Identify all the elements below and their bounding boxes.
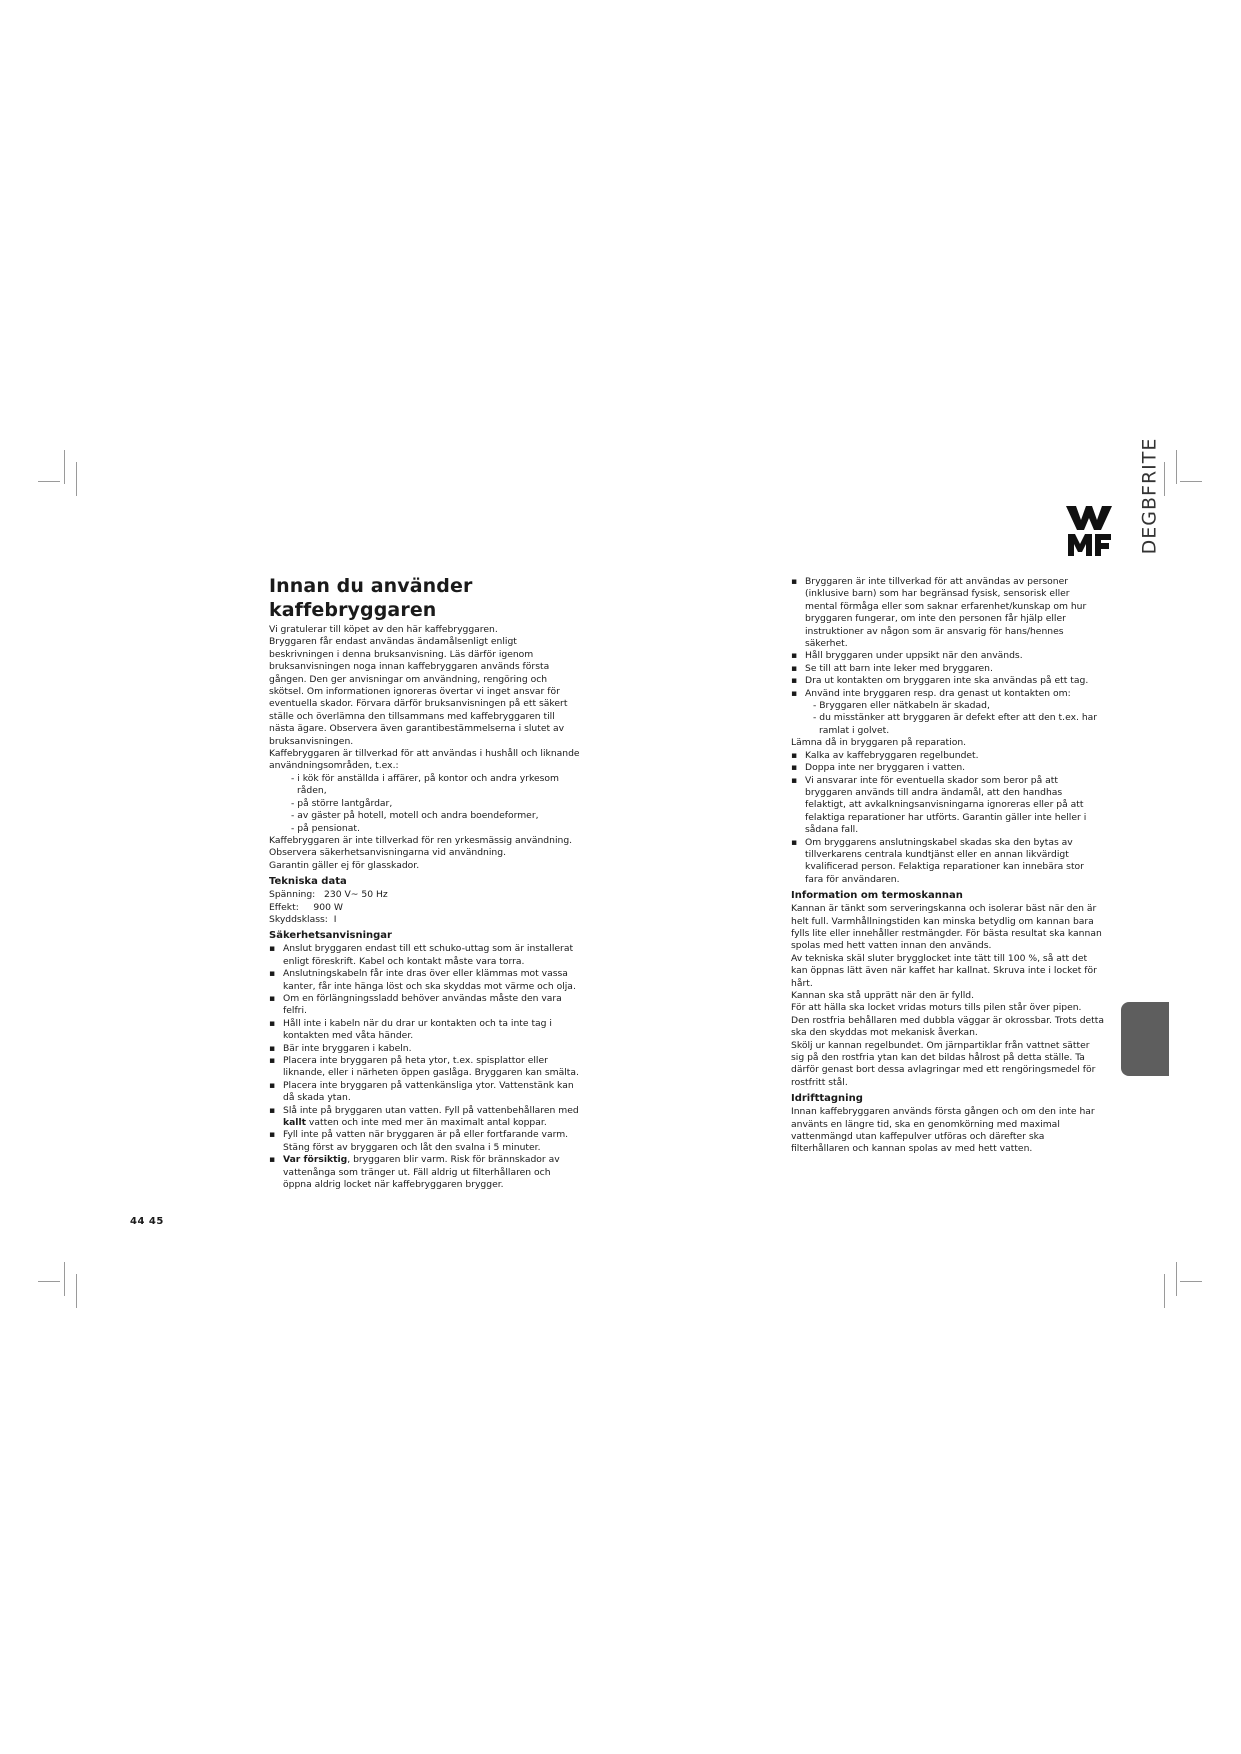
outro-line: Observera säkerhetsanvisningarna vid användning. (269, 847, 506, 859)
thermo-paragraph: För att hälla ska locket vridas moturs tills pilen står över pipen. (791, 1002, 1082, 1014)
outro-line: Garantin gäller ej för glasskador. (269, 859, 420, 871)
safety-item: ▪ Om en förlängningssladd behöver användas måste den vara felfri. (269, 993, 581, 1018)
safety-text: , bryggaren blir varm. Risk för brännskador av vattenånga som tränger ut. Fäll aldrig ut filterhållaren och öppna aldrig locket när kaffebryggaren brygger. (283, 1154, 560, 1191)
crop-mark (1180, 1281, 1202, 1282)
safety-item: ▪ Bär inte bryggaren i kabeln. (269, 1043, 581, 1055)
use-item: - av gäster på hotell, motell och andra boendeformer, (291, 810, 539, 822)
wmf-logo (1066, 504, 1112, 556)
section-thumb-tab (1121, 1002, 1169, 1076)
thermo-heading: Information om termoskannan (791, 890, 963, 902)
crop-mark (1180, 481, 1202, 482)
thermo-paragraph: Den rostfria behållaren med dubbla väggar är okrossbar. Trots detta ska den skyddas mot mekanisk åverkan. (791, 1014, 1105, 1039)
tech-heading: Tekniska data (269, 876, 347, 888)
crop-mark (38, 1281, 60, 1282)
start-heading: Idrifttagning (791, 1093, 863, 1105)
safety-item: ▪ Om bryggarens anslutningskabel skadas ska den bytas av tillverkarens centrala kundtjänst eller en annan likvärdigt kvalificerad person. Felaktiga reparationer kan innebära stor fara för användaren. (791, 837, 1104, 887)
safety-item: ▪ Anslutningskabeln får inte dras över eller klämmas mot vassa kanter, får inte hänga löst och ska skyddas mot värme och olja. (269, 968, 581, 993)
safety-heading: Säkerhetsanvisningar (269, 930, 392, 942)
safety-item: ▪ Vi ansvarar inte för eventuella skador som beror på att bryggaren används till andra ändamål, att den handhas felaktigt, att avkalkningsanvisningarna ignoreras eller på att felaktiga reparationer har utförts. Garantin gäller inte heller i sådana fall. (791, 775, 1104, 837)
left-column (269, 574, 581, 1191)
emphasis-careful: Var försiktig (283, 1154, 348, 1166)
page-numbers: 44 45 (130, 1216, 164, 1227)
safety-item-careful (269, 1154, 581, 1191)
emphasis-cold: kallt (283, 1117, 307, 1129)
safety-item: ▪ Håll inte i kabeln när du drar ur kontakten och ta inte tag i kontakten med våta händer. (269, 1018, 581, 1043)
intro-paragraph: Bryggaren får endast användas ändamålsenligt enligt beskrivningen i denna bruksanvisning. Läs därför igenom bruksanvisningen noga innan kaffebryggaren används första gången. Den ger anvisningar om användning, rengöring och skötsel. Om informationen ignoreras övertar vi inget ansvar för eventuella skador. Förvara därför bruksanvisningen på ett säkert ställe och överlämna den tillsammans med kaffebryggaren till nästa ägare. Observera även garantibestämmelserna i slutet av bruksanvisningen. (269, 636, 568, 747)
repair-note: Lämna då in bryggaren på reparation. (791, 737, 967, 749)
tech-line: Skyddsklass: I (269, 913, 337, 925)
safety-item-water (269, 1105, 581, 1130)
safety-item: ▪ Placera inte bryggaren på vattenkänsliga ytor. Vattenstänk kan då skada ytan. (269, 1080, 581, 1105)
safety-item: ▪ Placera inte bryggaren på heta ytor, t.ex. spisplattor eller liknande, eller i närheten öppen gaslåga. Bryggaren kan smälta. (269, 1055, 581, 1080)
safety-item: ▪ Kalka av kaffebryggaren regelbundet. (791, 750, 1104, 762)
crop-mark (1164, 1274, 1165, 1308)
safety-text: vatten och inte med mer än maximalt antal koppar. (306, 1117, 547, 1129)
safety-item: ▪ Doppa inte ner bryggaren i vatten. (791, 762, 1104, 774)
language-tab (1137, 437, 1161, 555)
condition-item: - du misstänker att bryggaren är defekt efter att den t.ex. har ramlat i golvet. (813, 712, 1098, 736)
crop-mark (76, 462, 77, 496)
use-item: - på större lantgårdar, (291, 797, 393, 809)
thermo-paragraph: Skölj ur kannan regelbundet. Om järnpartiklar från vattnet sätter sig på den rostfria ytan kan det bildas hålrost på detta ställe. Ta därför genast bort dessa avlagringar med ett rengöringsmedel för rostfritt stål. (791, 1039, 1096, 1088)
crop-mark (1164, 462, 1165, 496)
crop-mark (64, 1262, 65, 1296)
crop-mark (1176, 450, 1177, 484)
outro-line: Kaffebryggaren är inte tillverkad för ren yrkesmässig användning. (269, 834, 573, 846)
crop-mark (76, 1274, 77, 1308)
right-column (791, 576, 1104, 1156)
safety-item: ▪ Dra ut kontakten om bryggaren inte ska användas på ett tag. (791, 675, 1104, 687)
safety-item: ▪ Använd inte bryggaren resp. dra genast ut kontakten om: (791, 688, 1104, 700)
use-item: - på pensionat. (291, 822, 360, 834)
intro-paragraph: Kaffebryggaren är tillverkad för att användas i hushåll och liknande användningsområden, t.ex.: (269, 748, 580, 772)
crop-mark (64, 450, 65, 484)
safety-item: ▪ Fyll inte på vatten när bryggaren är på eller fortfarande varm. Stäng först av bryggaren och låt den svalna i 5 minuter. (269, 1129, 581, 1154)
tech-line: Spänning: 230 V~ 50 Hz (269, 889, 388, 901)
use-item: - i kök för anställda i affärer, på kontor och andra yrkesom råden, (291, 772, 559, 797)
thermo-paragraph: Kannan ska stå upprätt när den är fylld. (791, 990, 975, 1001)
tech-line: Effekt: 900 W (269, 901, 343, 913)
safety-item: ▪ Håll bryggaren under uppsikt när den används. (791, 650, 1104, 662)
safety-item: ▪ Bryggaren är inte tillverkad för att användas av personer (inklusive barn) som har begränsad fysisk, sensorisk eller mental förmåga eller som saknar erfarenhet/kunskap om hur bryggaren fungerar, om inte den personen får hjälp eller instruktioner av någon som är ansvarig för hans/hennes säkerhet. (791, 576, 1104, 650)
crop-mark (1176, 1262, 1177, 1296)
start-paragraph: Innan kaffebryggaren används första gången och om den inte har använts en längre tid, ska en genomkörning med maximal vattenmängd utan kaffepulver utföras och därefter ska filterhållaren och kannan spolas av med hett vatten. (791, 1106, 1095, 1155)
page-title: Innan du använder kaffebryggaren (269, 575, 473, 621)
safety-item: ▪ Anslut bryggaren endast till ett schuko-uttag som är installerat enligt föreskrift. Kabel och kontakt måste vara torra. (269, 943, 581, 968)
thermo-paragraph: Av tekniska skäl sluter brygglocket inte tätt till 100 %, så att det kan öppnas lätt även när kaffet har kallnat. Skruva inte i locket för hårt. (791, 952, 1097, 989)
crop-mark (38, 481, 60, 482)
safety-item: ▪ Se till att barn inte leker med bryggaren. (791, 663, 1104, 675)
safety-text: Slå inte på bryggaren utan vatten. Fyll på vattenbehållaren med (283, 1104, 579, 1116)
language-codes: DEGBFRITE (1138, 437, 1160, 555)
thermo-paragraph: Kannan är tänkt som serveringskanna och isolerar bäst när den är helt full. Varmhållningstiden kan minska betydlig om kannan bara fylls lite eller innehåller restmängder. För bästa resultat ska kannan spolas med hett vatten innan den används. (791, 903, 1102, 952)
condition-item: - Bryggaren eller nätkabeln är skadad, (813, 700, 990, 712)
intro-paragraph: Vi gratulerar till köpet av den här kaffebryggaren. (269, 624, 498, 635)
